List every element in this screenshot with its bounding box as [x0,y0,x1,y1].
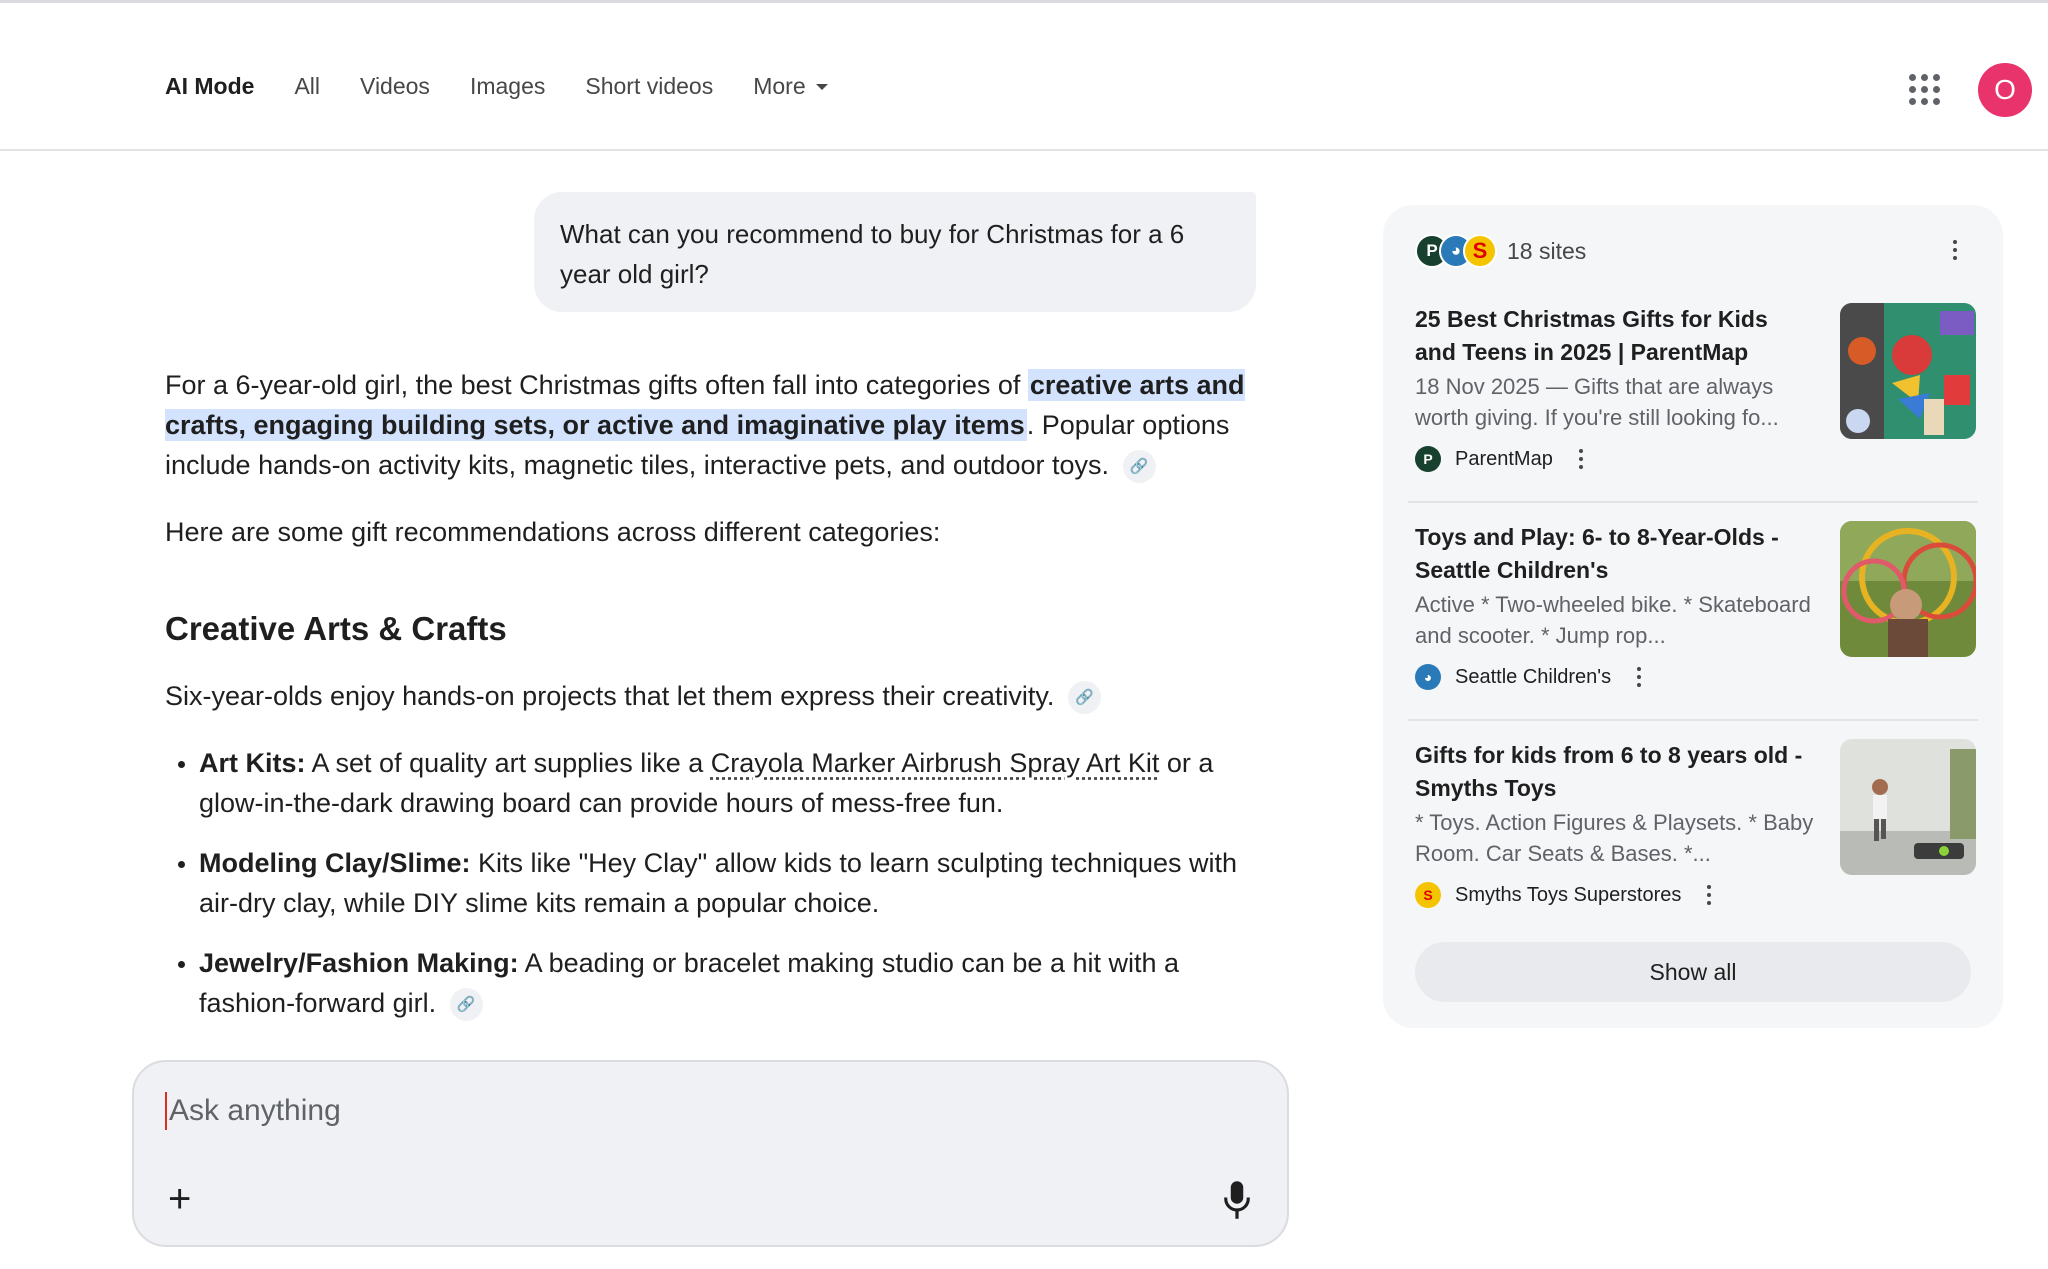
source-thumbnail[interactable] [1840,739,1976,875]
citation-link-icon[interactable]: 🔗 [1068,681,1101,714]
citation-link-icon[interactable]: 🔗 [450,988,483,1021]
source-title[interactable]: 25 Best Christmas Gifts for Kids and Teens in 2025 | ParentMap [1415,306,1768,365]
item-text: or a glow-in-the-dark drawing board can provide hours of mess-free fun. [199,748,1214,818]
more-options-icon[interactable] [1951,238,1959,262]
source-thumbnail[interactable] [1840,521,1976,657]
source-thumbnail[interactable] [1840,303,1976,439]
sites-summary[interactable] [1415,232,1586,270]
sources-card [1383,205,2003,1028]
tab-images[interactable]: Images [469,73,546,99]
plus-icon[interactable]: + [168,1177,192,1221]
ai-answer [165,365,1260,1043]
tab-all[interactable]: All [294,73,321,99]
answer-lead: Here are some gift recommendations across different categories: [165,517,941,547]
intro-highlight: creative arts and crafts, engaging building sets, or active and imaginative play items [165,370,1245,440]
intro-text-end: . Popular options include hands-on activity kits, magnetic tiles, interactive pets, and outdoor toys. [165,410,1230,480]
smyths-favicon-icon: S [1415,882,1441,908]
source-item[interactable] [1415,739,1971,957]
section-heading: Creative Arts & Crafts [165,610,507,647]
source-snippet: * Toys. Action Figures & Playsets. * Baby Room. Car Seats & Bases. *... [1415,810,1814,866]
item-term: Art Kits: [199,748,306,778]
source-snippet: 18 Nov 2025 — Gifts that are always worth giving. If you're still looking fo... [1415,374,1779,430]
parentmap-favicon-icon: P [1415,446,1441,472]
source-title[interactable]: Toys and Play: 6- to 8-Year-Olds - Seattle Children's [1415,524,1779,583]
google-apps-icon[interactable] [1906,71,1940,105]
tab-more-label: More [753,73,806,99]
section-intro [165,676,1260,716]
source-title[interactable]: Gifts for kids from 6 to 8 years old - Smyths Toys [1415,742,1803,801]
seattle-childrens-favicon-icon: ◕ [1415,664,1441,690]
user-query-bubble: What can you recommend to buy for Christmas for a 6 year old girl? [534,192,1256,312]
intro-text: For a 6-year-old girl, the best Christmas gifts often fall into categories of [165,370,1028,400]
more-options-icon[interactable] [1635,665,1643,689]
list-item [199,743,1260,823]
source-site [1415,446,1585,472]
citation-link-icon[interactable]: 🔗 [1123,450,1156,483]
ask-input[interactable]: Ask anything [165,1092,341,1130]
microphone-icon[interactable] [1222,1180,1252,1220]
more-options-icon[interactable] [1577,447,1585,471]
divider [1408,501,1978,503]
show-all-button[interactable]: Show all [1415,942,1971,1002]
source-site-name: ParentMap [1455,447,1553,470]
item-text: A set of quality art supplies like a [305,748,711,778]
ask-input-box[interactable] [132,1060,1289,1247]
source-snippet: Active * Two-wheeled bike. * Skateboard and scooter. * Jump rop... [1415,592,1811,648]
section-intro-text: Six-year-olds enjoy hands-on projects that let them express their creativity. [165,681,1055,711]
source-item[interactable] [1415,303,1971,521]
list-item [199,943,1260,1023]
divider [1408,719,1978,721]
tab-videos[interactable]: Videos [360,73,430,99]
source-site [1415,882,1713,908]
tab-ai-mode[interactable]: AI Mode [165,73,255,99]
caret-down-icon [816,84,828,90]
seattle-childrens-favicon-icon: ◕ [1439,234,1473,268]
tab-more[interactable] [753,73,827,100]
source-site-name: Smyths Toys Superstores [1455,883,1682,906]
gift-list [165,743,1260,1023]
source-site-name: Seattle Children's [1455,665,1612,688]
tab-short-videos[interactable]: Short videos [585,73,714,99]
more-options-icon[interactable] [1705,883,1713,907]
search-tabs [165,73,868,100]
parentmap-favicon-icon: P [1415,234,1449,268]
item-text: Kits like "Hey Clay" allow kids to learn sculpting techniques with air-dry clay, while DIY slime kits remain a popular choice. [199,848,1238,918]
item-text: A beading or bracelet making studio can be a hit with a fashion-forward girl. [199,948,1180,1018]
answer-intro [165,365,1260,485]
source-site [1415,664,1643,690]
item-term: Jewelry/Fashion Making: [199,948,519,978]
header [0,3,2048,151]
smyths-favicon-icon: S [1463,234,1497,268]
account-avatar[interactable]: O [1978,63,2032,117]
product-link[interactable]: Crayola Marker Airbrush Spray Art Kit [710,748,1160,778]
item-term: Modeling Clay/Slime: [199,848,471,878]
list-item [199,843,1260,923]
sites-count: 18 sites [1507,237,1587,264]
source-item[interactable] [1415,521,1971,739]
